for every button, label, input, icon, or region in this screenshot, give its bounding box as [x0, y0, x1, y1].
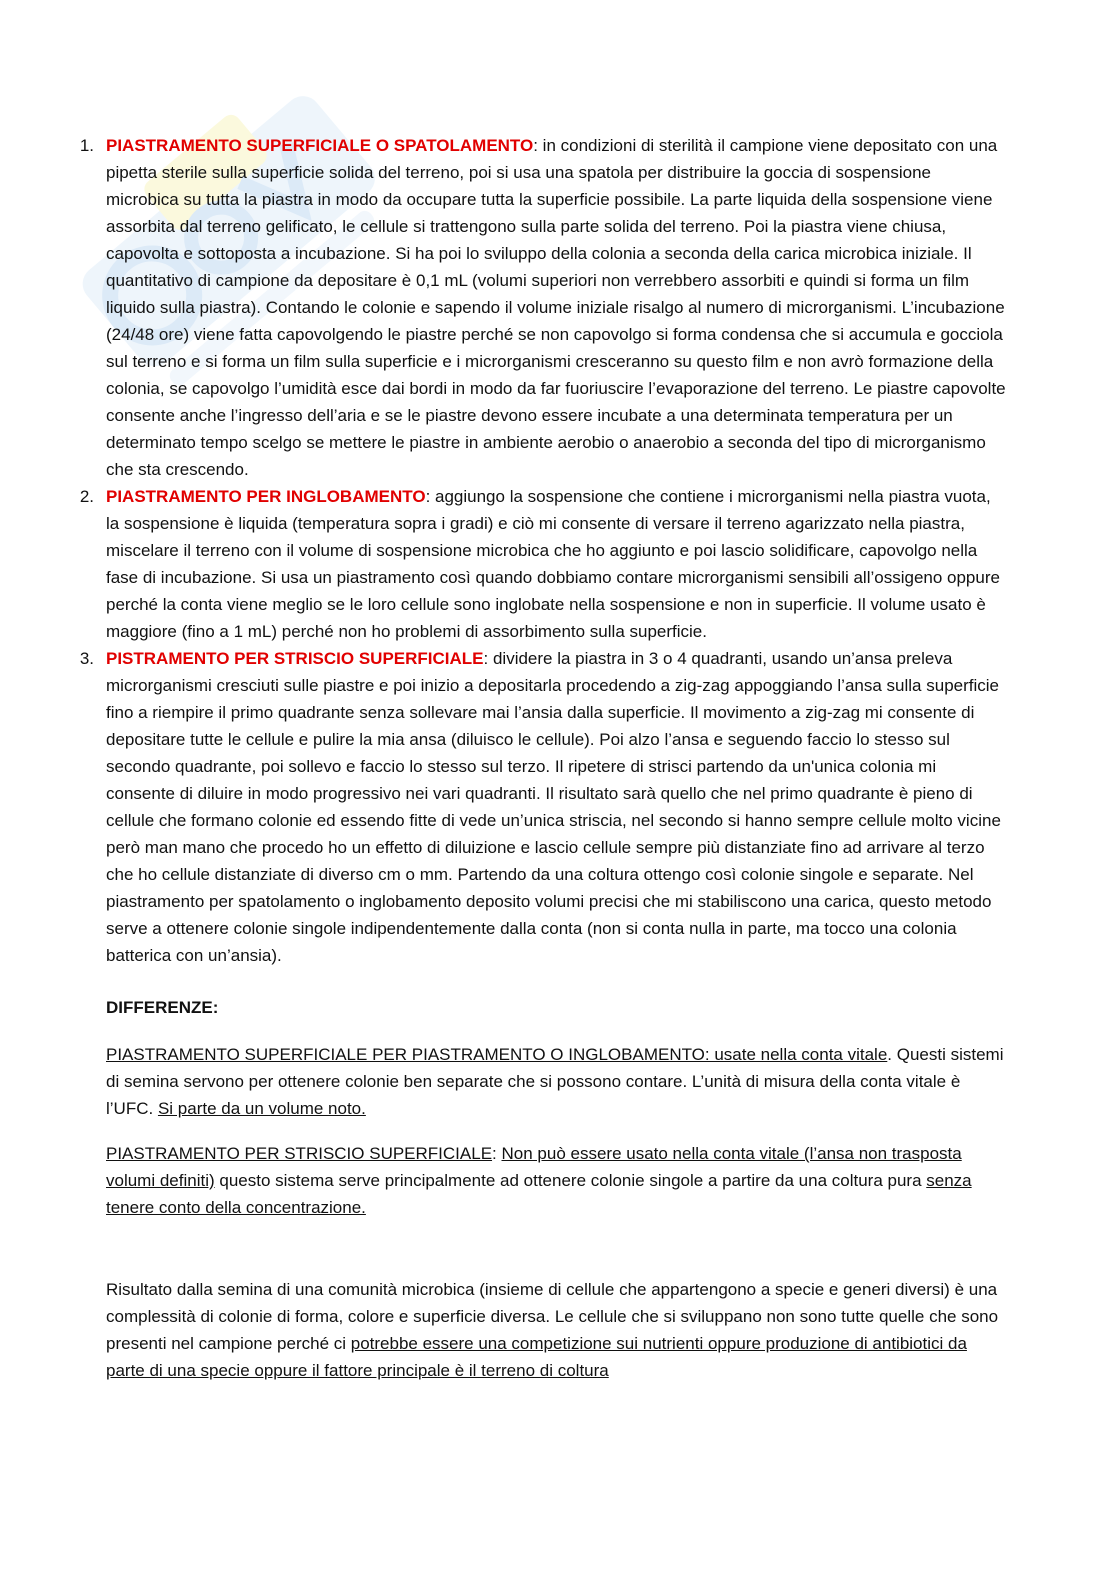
list-item — [79, 132, 1006, 483]
list-number: 2. — [79, 487, 94, 506]
underlined-text: PIASTRAMENTO SUPERFICIALE PER PIASTRAMENTO O INGLOBAMENTO: usate nella conta vitale — [106, 1045, 888, 1064]
methods-list — [79, 132, 1006, 969]
paragraph-text: Risultato dalla semina di una comunità microbica (insieme di cellule che appartengono a specie e generi diversi) è una complessità di colonie di forma, colore e superficie diversa. Le cellule che si sviluppano non sono tutte quelle che sono presenti nel campione perché ci — [106, 1280, 999, 1353]
method-text: : aggiungo la sospensione che contiene i microrganismi nella piastra vuota, la sospensione è liquida (temperatura sopra i gradi) e ciò mi consente di versare il terreno agarizzato nella piastra, miscelare il terreno con il volume di sospensione microbica che ho aggiunto e poi lascio solidificare, capovolgo nella fase di incubazione. Si usa un piastramento così quando dobbiamo contare microrganismi sensibili all’ossigeno oppure perché la conta viene meglio se le loro cellule sono inglobate nella sospensione e non in superficie. Il volume usato è maggiore (fino a 1 mL) perché non ho problemi di assorbimento sulla superficie. — [106, 487, 1000, 641]
difference-paragraph-2 — [106, 1140, 1006, 1221]
underlined-text: Non può essere usato nella conta vitale (l’ansa non trasposta volumi definiti) — [106, 1144, 962, 1190]
paragraph-text: . Questi sistemi di semina servono per ottenere colonie ben separate che si possono contare. L’unità di misura della conta vitale è l’UFC. — [106, 1045, 1004, 1118]
difference-paragraph-1 — [106, 1041, 1006, 1122]
underlined-text: potrebbe essere una competizione sui nutrienti oppure produzione di antibiotici da parte di una specie oppure il fattore principale è il terreno di coltura — [106, 1334, 967, 1380]
method-text: : in condizioni di sterilità il campione viene depositato con una pipetta sterile sulla superficie solida del terreno, poi si usa una spatola per distribuire la goccia di sospensione microbica su tutta la piastra in modo da occupare tutta la superficie possibile. La parte liquida della sospensione viene assorbita dal terreno gelificato, le cellule si trattengono sulla parte solida del terreno. Poi la piastra viene chiusa, capovolta e sottoposta a incubazione. Si ha poi lo sviluppo della colonia a seconda della carica microbica iniziale. Il quantitativo di campione da depositare è 0,1 mL (volumi superiori non verrebbero assorbiti e quindi si forma un film liquido sulla piastra). Contando le colonie e sapendo il volume iniziale risalgo al numero di microrganismi. L’incubazione (24/48 ore) viene fatta capovolgendo le piastre perché se non capovolgo si forma condensa che si accumula e gocciola sul terreno e si forma un film sulla superficie e i microrganismi cresceranno su questo film e non avrò formazione della colonia, se capovolgo l’umidità esce dai bordi in modo da far fuoriuscire l’evaporazione del terreno. Le piastre capovolte consente anche l’ingresso dell’aria e se le piastre devono essere incubate a una determinata temperatura per un determinato tempo scelgo se mettere le piastre in ambiente aerobio o anaerobio a seconda del tipo di microrganismo che sta crescendo. — [106, 136, 1006, 479]
method-text: : dividere la piastra in 3 o 4 quadranti, usando un’ansa preleva microrganismi cresciuti sulle piastre e poi inizio a depositarla procedendo a zig-zag appoggiando l’ansa sulla superficie fino a riempire il primo quadrante senza sollevare mai l’ansia dalla superficie. Il movimento a zig-zag mi consente di depositare tutte le cellule e pulire la mia ansa (diluisco le cellule). Poi alzo l’ansa e seguendo faccio lo stesso sul secondo quadrante, poi sollevo e faccio lo stesso sul terzo. Il ripetere di strisci partendo da un'unica colonia mi consente di diluire in modo progressivo nei vari quadranti. Il risultato sarà quello che nel primo quadrante è pieno di cellule che formano colonie ed essendo fitte di vede un’unica striscia, nel secondo si hanno sempre cellule molto vicine però man mano che procedo ho un effetto di diluizione e lascio cellule sempre più distanziate fino ad arrivare al terzo che ho cellule distanziate di diverso cm o mm. Partendo da una coltura ottengo così colonie singole e separate. Nel piastramento per spatolamento o inglobamento deposito volumi precisi che mi stabiliscono una carica, questo metodo serve a ottenere colonie singole indipendentemente dalla conta (non si conta nulla in parte, ma tocco una colonia batterica con un’ansia). — [106, 649, 1001, 965]
paragraph-text: questo sistema serve principalmente ad ottenere colonie singole a partire da una coltura pura — [214, 1171, 927, 1190]
underlined-text: senza tenere conto della concentrazione. — [106, 1171, 972, 1217]
method-title: PISTRAMENTO PER STRISCIO SUPERFICIALE — [106, 649, 484, 668]
list-number: 1. — [79, 136, 94, 155]
result-paragraph — [106, 1276, 1006, 1384]
paragraph-text: : — [492, 1144, 502, 1163]
differences-heading: DIFFERENZE: — [106, 998, 219, 1017]
list-item — [79, 483, 1006, 645]
method-title: PIASTRAMENTO SUPERFICIALE O SPATOLAMENTO — [106, 136, 534, 155]
document-body — [79, 132, 1006, 1384]
list-number: 3. — [79, 649, 94, 668]
list-item — [79, 645, 1006, 969]
underlined-text: Si parte da un volume noto. — [157, 1099, 366, 1118]
underlined-text: PIASTRAMENTO PER STRISCIO SUPERFICIALE — [106, 1144, 493, 1163]
method-title: PIASTRAMENTO PER INGLOBAMENTO — [106, 487, 426, 506]
